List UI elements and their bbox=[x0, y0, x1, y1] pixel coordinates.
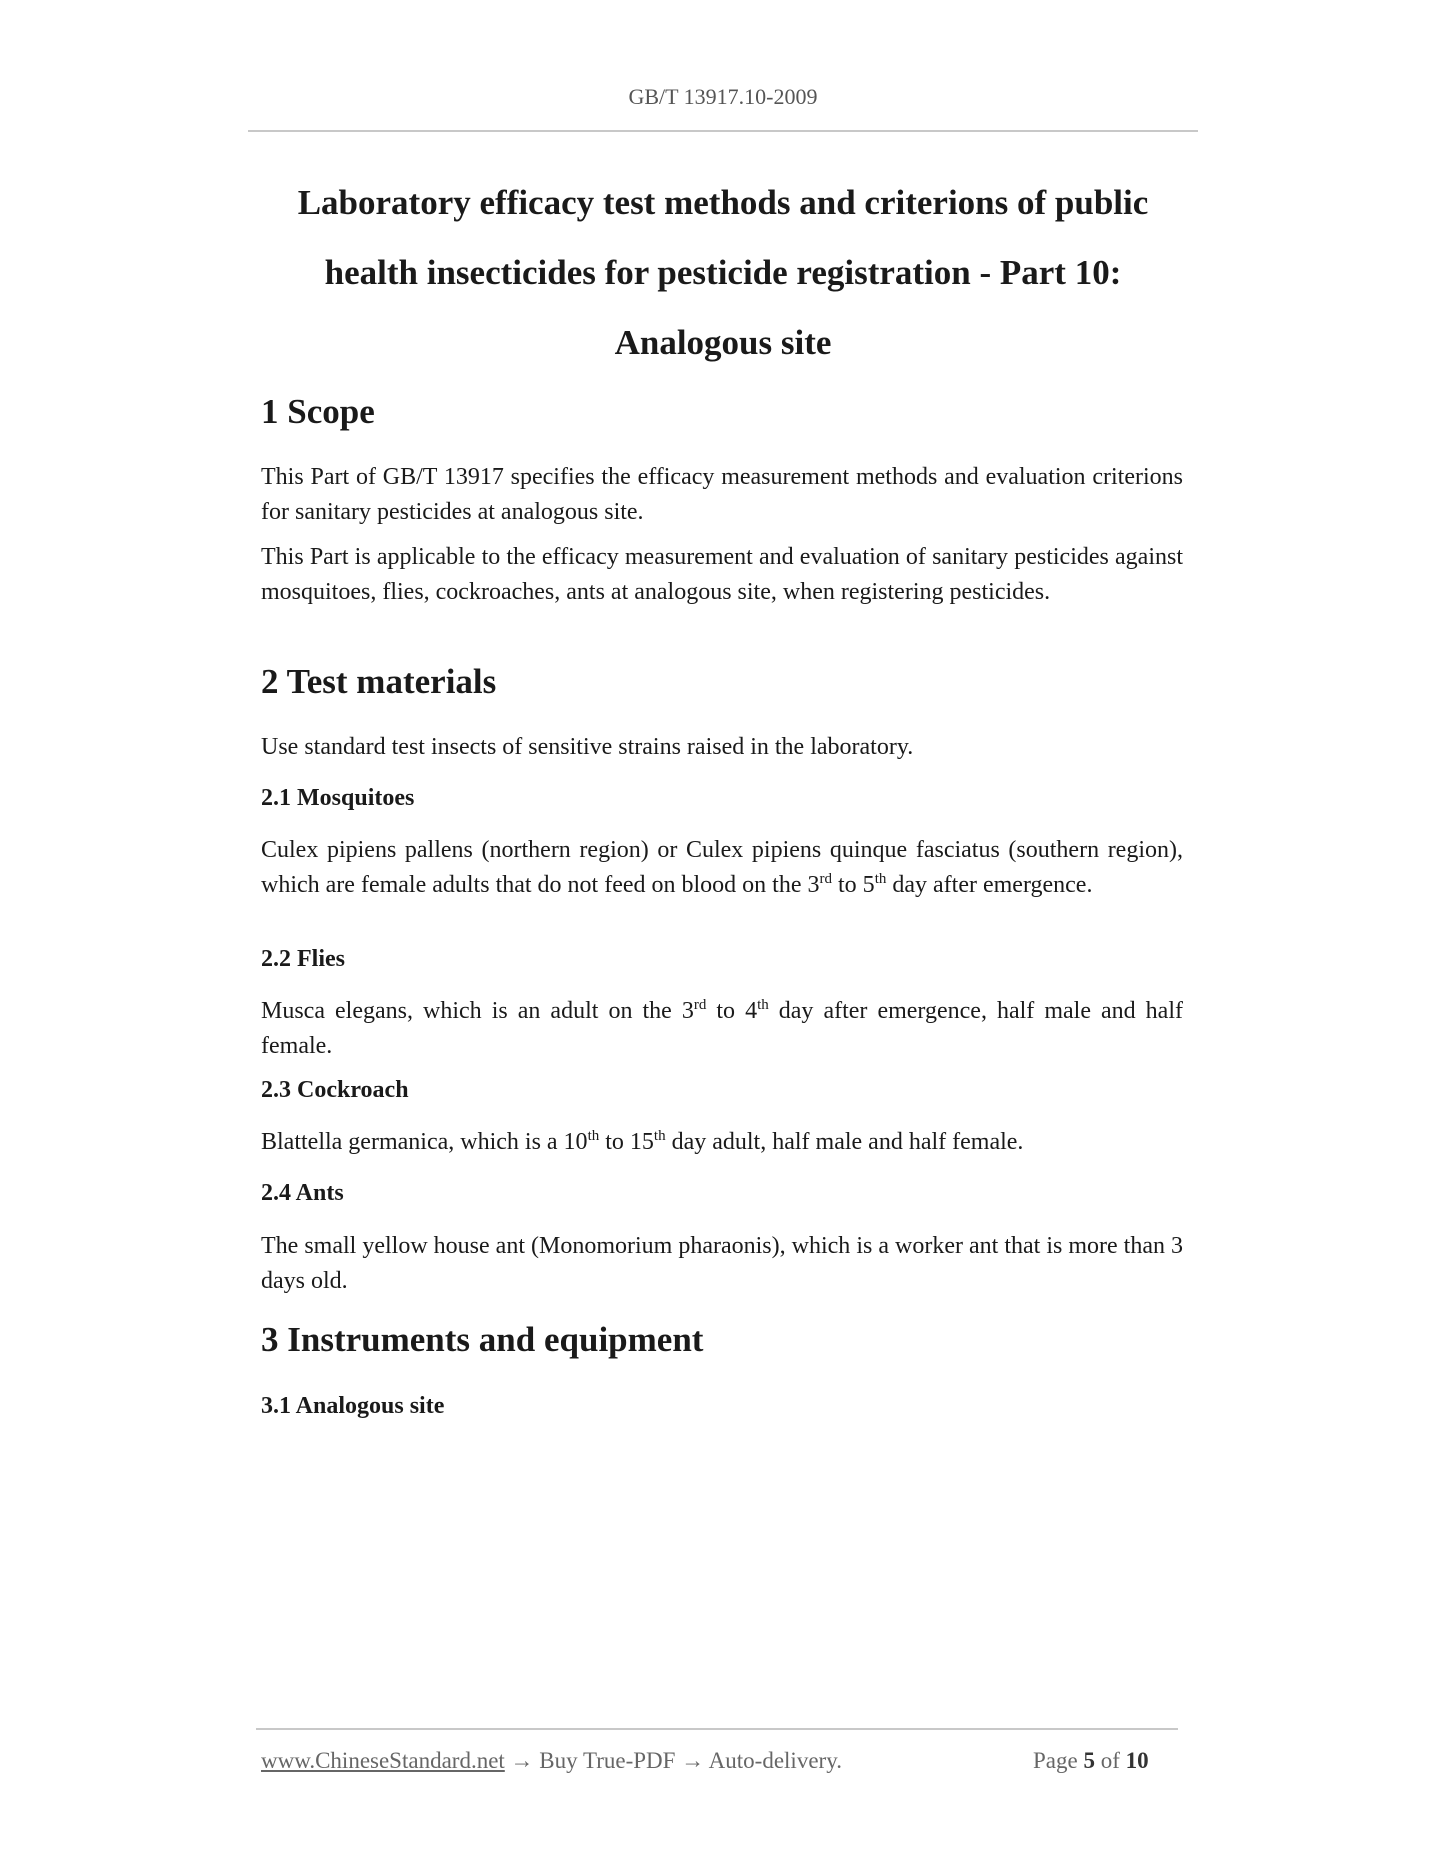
page-label: Page bbox=[1033, 1748, 1078, 1773]
section-1-heading: 1 Scope bbox=[261, 392, 375, 431]
total-pages: 10 bbox=[1125, 1748, 1149, 1773]
cockroach-paragraph: Blattella germanica, which is a 10th to 15th day adult, half male and half female. bbox=[261, 1128, 1024, 1155]
ants-paragraph: The small yellow house ant (Monomorium pharaonis), which is a worker ant that is more than 3 days old. bbox=[261, 1233, 1183, 1294]
footer-promo bbox=[261, 1748, 842, 1774]
page-number bbox=[1033, 1748, 1149, 1774]
title-line-1: Laboratory efficacy test methods and criterions of public bbox=[297, 183, 1149, 222]
section-2-2-heading: 2.2 Flies bbox=[261, 946, 345, 972]
test-materials-intro: Use standard test insects of sensitive strains raised in the laboratory. bbox=[261, 734, 914, 760]
current-page: 5 bbox=[1083, 1748, 1095, 1773]
title-line-2: health insecticides for pesticide registration - Part 10: bbox=[324, 253, 1122, 292]
mosquitoes-paragraph: Culex pipiens pallens (northern region) or Culex pipiens quinque fasciatus (southern region), which are female adults that do not feed on blood on the 3rd to 5th day after emergence. bbox=[261, 837, 1183, 898]
of-label: of bbox=[1100, 1748, 1120, 1773]
arrow-right-icon: → bbox=[510, 1748, 534, 1773]
scope-paragraph-1: This Part of GB/T 13917 specifies the efficacy measurement methods and evaluation criterions for sanitary pesticides at analogous site. bbox=[261, 464, 1183, 525]
section-2-heading: 2 Test materials bbox=[261, 662, 497, 701]
flies-paragraph: Musca elegans, which is an adult on the 3rd to 4th day after emergence, half male and half female. bbox=[261, 997, 1183, 1059]
arrow-right-icon: → bbox=[681, 1748, 705, 1773]
section-3-heading: 3 Instruments and equipment bbox=[261, 1320, 704, 1359]
section-2-3-heading: 2.3 Cockroach bbox=[261, 1077, 409, 1103]
section-3-1-heading: 3.1 Analogous site bbox=[261, 1393, 445, 1419]
section-2-1-heading: 2.1 Mosquitoes bbox=[261, 785, 415, 811]
header-divider bbox=[248, 130, 1198, 132]
buy-true-pdf-text: Buy True-PDF bbox=[539, 1748, 676, 1773]
auto-delivery-text: Auto-delivery. bbox=[708, 1748, 842, 1773]
title-line-3: Analogous site bbox=[614, 323, 832, 362]
scope-paragraph-2: This Part is applicable to the efficacy measurement and evaluation of sanitary pesticides against mosquitoes, flies, cockroaches, ants at analogous site, when registering pesticides. bbox=[261, 544, 1183, 605]
document-title bbox=[248, 168, 1198, 378]
document-header: GB/T 13917.10-2009 bbox=[628, 84, 818, 109]
footer-divider bbox=[256, 1728, 1178, 1730]
section-2-4-heading: 2.4 Ants bbox=[261, 1180, 344, 1206]
website-link[interactable]: www.ChineseStandard.net bbox=[261, 1748, 505, 1773]
